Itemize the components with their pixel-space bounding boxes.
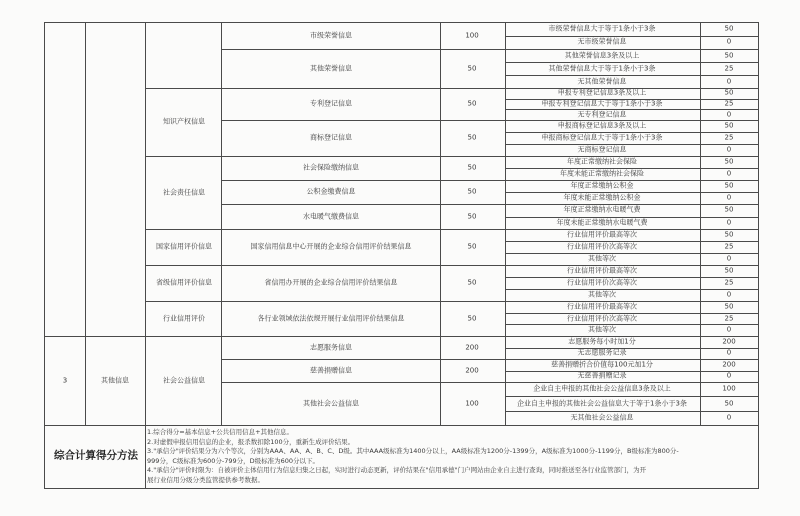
indicator-name: 其他社会公益信息 [303,399,359,407]
method-note: 4."承信分"评价时限为：自被评价主体信用行为信息归集之日起，实时进行动态更新，评价结果在"信用承德"门户网站由企业自主进行查询，同时推送至各行业监管部门，为开 [147,466,647,475]
criterion-text: 无商标登记信息 [577,145,627,154]
indicator-score: 100 [465,31,479,39]
rule [145,301,758,302]
indicator-name: 水电暖气缴费信息 [303,212,359,220]
criterion-score: 50 [724,399,734,407]
indicator-name: 省信用办开展的企业综合信用评价结果信息 [264,278,398,287]
criterion-text: 年度未能正常缴纳水电暖气费 [556,218,648,227]
indicator-score: 50 [467,187,477,196]
method-note: 999分，C级标准为600分-799分，D级标准为600分以下。 [147,456,320,465]
criterion-text: 申报商标登记信息3条及以上 [557,121,647,130]
criterion-score: 100 [722,384,736,393]
criterion-text: 行业信用评价最高等次 [567,230,637,239]
criterion-score: 50 [724,24,734,33]
rule [145,156,758,157]
indicator-score: 100 [465,399,479,407]
criterion-score: 0 [726,290,732,299]
criterion-text: 其他荣誉信息3条及以上 [564,51,640,59]
criterion-score: 0 [726,348,732,357]
criterion-text: 无市级荣誉信息 [577,37,627,46]
indicator-score: 50 [467,314,477,322]
rule [505,109,758,110]
criterion-score: 0 [726,169,732,178]
criterion-score: 0 [726,193,732,202]
criterion-text: 其他等次 [588,290,616,299]
criterion-text: 企业自主申报的其他社会公益信息3条及以上 [533,384,671,393]
category-industry: 行业信用评价 [163,314,205,323]
criterion-text: 其他等次 [588,254,616,263]
category-other: 其他信息 [101,376,129,385]
rule [44,425,758,426]
rule [145,265,758,266]
method-note: 1.综合得分=基本信息+公共信用信息+其他信息。 [147,428,294,436]
criterion-text: 其他等次 [588,325,616,334]
rule [505,324,758,325]
criterion-text: 其他荣誉信息大于等于1条小于3条 [548,64,656,72]
rule [221,204,758,205]
criterion-text: 无其他社会公益信息 [570,413,634,422]
method-title: 综合计算得分方法 [54,449,138,462]
rule [758,22,759,489]
category-provincial: 省级信用评价信息 [156,278,212,287]
category-ip: 知识产权信息 [163,117,205,126]
criterion-text: 年度正常缴纳水电暖气费 [563,205,641,214]
rule [221,180,758,181]
criterion-text: 行业信用评价次高等次 [567,242,637,251]
criterion-score: 0 [726,110,732,119]
rule [85,22,86,426]
rule [221,49,758,50]
rule [44,22,758,23]
rule [221,22,222,426]
criterion-text: 无志愿服务记录 [577,348,627,357]
criterion-score: 0 [726,413,732,422]
rule [505,411,758,412]
criterion-text: 行业信用评价次高等次 [567,314,637,322]
rule [221,382,758,383]
criterion-score: 50 [724,88,734,97]
rule [505,253,758,254]
criterion-score: 25 [724,64,734,72]
indicator-name: 公积金缴费信息 [306,187,356,196]
criterion-score: 0 [726,254,732,263]
indicator-score: 50 [467,133,477,142]
category-welfare: 社会公益信息 [163,376,205,385]
rule [221,120,758,121]
indicator-name: 慈善捐赠信息 [310,366,352,374]
indicator-name: 商标登记信息 [310,133,352,142]
criterion-score: 25 [724,314,734,322]
criterion-score: 25 [724,133,734,142]
method-note: 3."承信分"评价结果分为六个等次，分别为AAA、AA、A、B、C、D级。其中AAA级标准为1400分以上，AA级标准为1200分-1399分，A级标准为1000分-1199分，B级标准为800分- [147,447,679,456]
indicator-score: 50 [467,163,477,172]
indicator-name: 各行业领域依法依规开展行业信用评价结果信息 [257,314,405,322]
method-note: 2.对虚假申报信用信息的企业，报杀数扣除100分，重新生成评价结果。 [147,437,355,446]
category-social: 社会责任信息 [163,188,205,197]
indicator-name: 市级荣誉信息 [310,31,352,39]
criterion-score: 50 [724,157,734,166]
indicator-score: 50 [467,64,477,72]
rule [505,371,758,372]
rule [505,75,758,76]
criterion-score: 50 [724,181,734,190]
rule [505,396,758,397]
criterion-text: 无其他荣誉信息 [577,77,627,85]
criterion-text: 申报商标登记信息大于等于1条小于3条 [541,133,663,142]
rule [145,22,146,489]
criterion-text: 年度未能正常缴纳社会保险 [560,169,644,178]
criterion-text: 行业信用评价最高等次 [567,302,637,311]
criterion-text: 市级荣誉信息大于等于1条小于3条 [548,24,656,33]
criterion-text: 年度正常缴纳社会保险 [567,157,637,166]
indicator-score: 50 [467,242,477,251]
rule [145,229,758,230]
indicator-score: 50 [467,212,477,220]
criterion-score: 0 [726,325,732,334]
indicator-name: 国家信用信息中心开展的企业综合信用评价结果信息 [250,242,412,251]
criterion-text: 行业信用评价最高等次 [567,266,637,275]
criterion-text: 无专利登记信息 [577,110,627,119]
criterion-score: 50 [724,51,734,59]
criterion-text: 志愿服务每小时加1分 [568,337,636,346]
category-national: 国家信用评价信息 [156,242,212,251]
criterion-score: 25 [724,99,734,108]
criterion-score: 25 [724,242,734,251]
rule [505,348,758,349]
rule [505,289,758,290]
criterion-score: 50 [724,230,734,239]
indicator-name: 专利登记信息 [310,99,352,108]
indicator-name: 其他荣誉信息 [310,64,352,72]
indicator-score: 200 [465,366,479,374]
rule [440,22,441,426]
indicator-score: 50 [467,278,477,287]
rule [505,36,758,37]
criterion-score: 50 [724,121,734,130]
criterion-text: 企业自主申报的其他社会公益信息大于等于1条小于3条 [517,399,687,407]
criterion-text: 行业信用评价次高等次 [567,278,637,287]
criterion-text: 年度正常缴纳公积金 [570,181,634,190]
criterion-text: 慈善捐赠折合价值每100元加1分 [551,360,653,369]
indicator-score: 200 [465,343,479,351]
criterion-score: 200 [722,360,736,369]
rule [505,22,506,426]
method-note: 展行业信用分级分类监管提供参考数据。 [147,476,264,484]
rule [44,488,758,489]
rule [505,144,758,145]
criterion-score: 0 [726,77,732,85]
criterion-score: 50 [724,205,734,214]
criterion-score: 0 [726,218,732,227]
indicator-name: 社会保险缴纳信息 [303,163,359,172]
indicator-name: 志愿服务信息 [310,343,352,351]
criterion-score: 50 [724,266,734,275]
criterion-score: 200 [722,337,736,346]
criterion-score: 50 [724,302,734,311]
criterion-text: 申报专利登记信息3条及以上 [557,88,647,97]
criterion-score: 0 [726,371,732,380]
rule [44,22,45,489]
indicator-score: 50 [467,99,477,108]
rule [221,359,758,360]
criterion-text: 年度未能正常缴纳公积金 [563,193,641,202]
rule [700,22,701,426]
rule [145,88,758,89]
rule [44,336,758,337]
criterion-text: 无慈善捐赠记录 [577,371,627,380]
criterion-score: 0 [726,37,732,46]
rule [505,62,758,63]
criterion-score: 25 [724,278,734,287]
row-number: 3 [62,376,68,385]
criterion-score: 0 [726,145,732,154]
criterion-text: 申报专利登记信息大于等于1条小于3条 [541,99,663,108]
